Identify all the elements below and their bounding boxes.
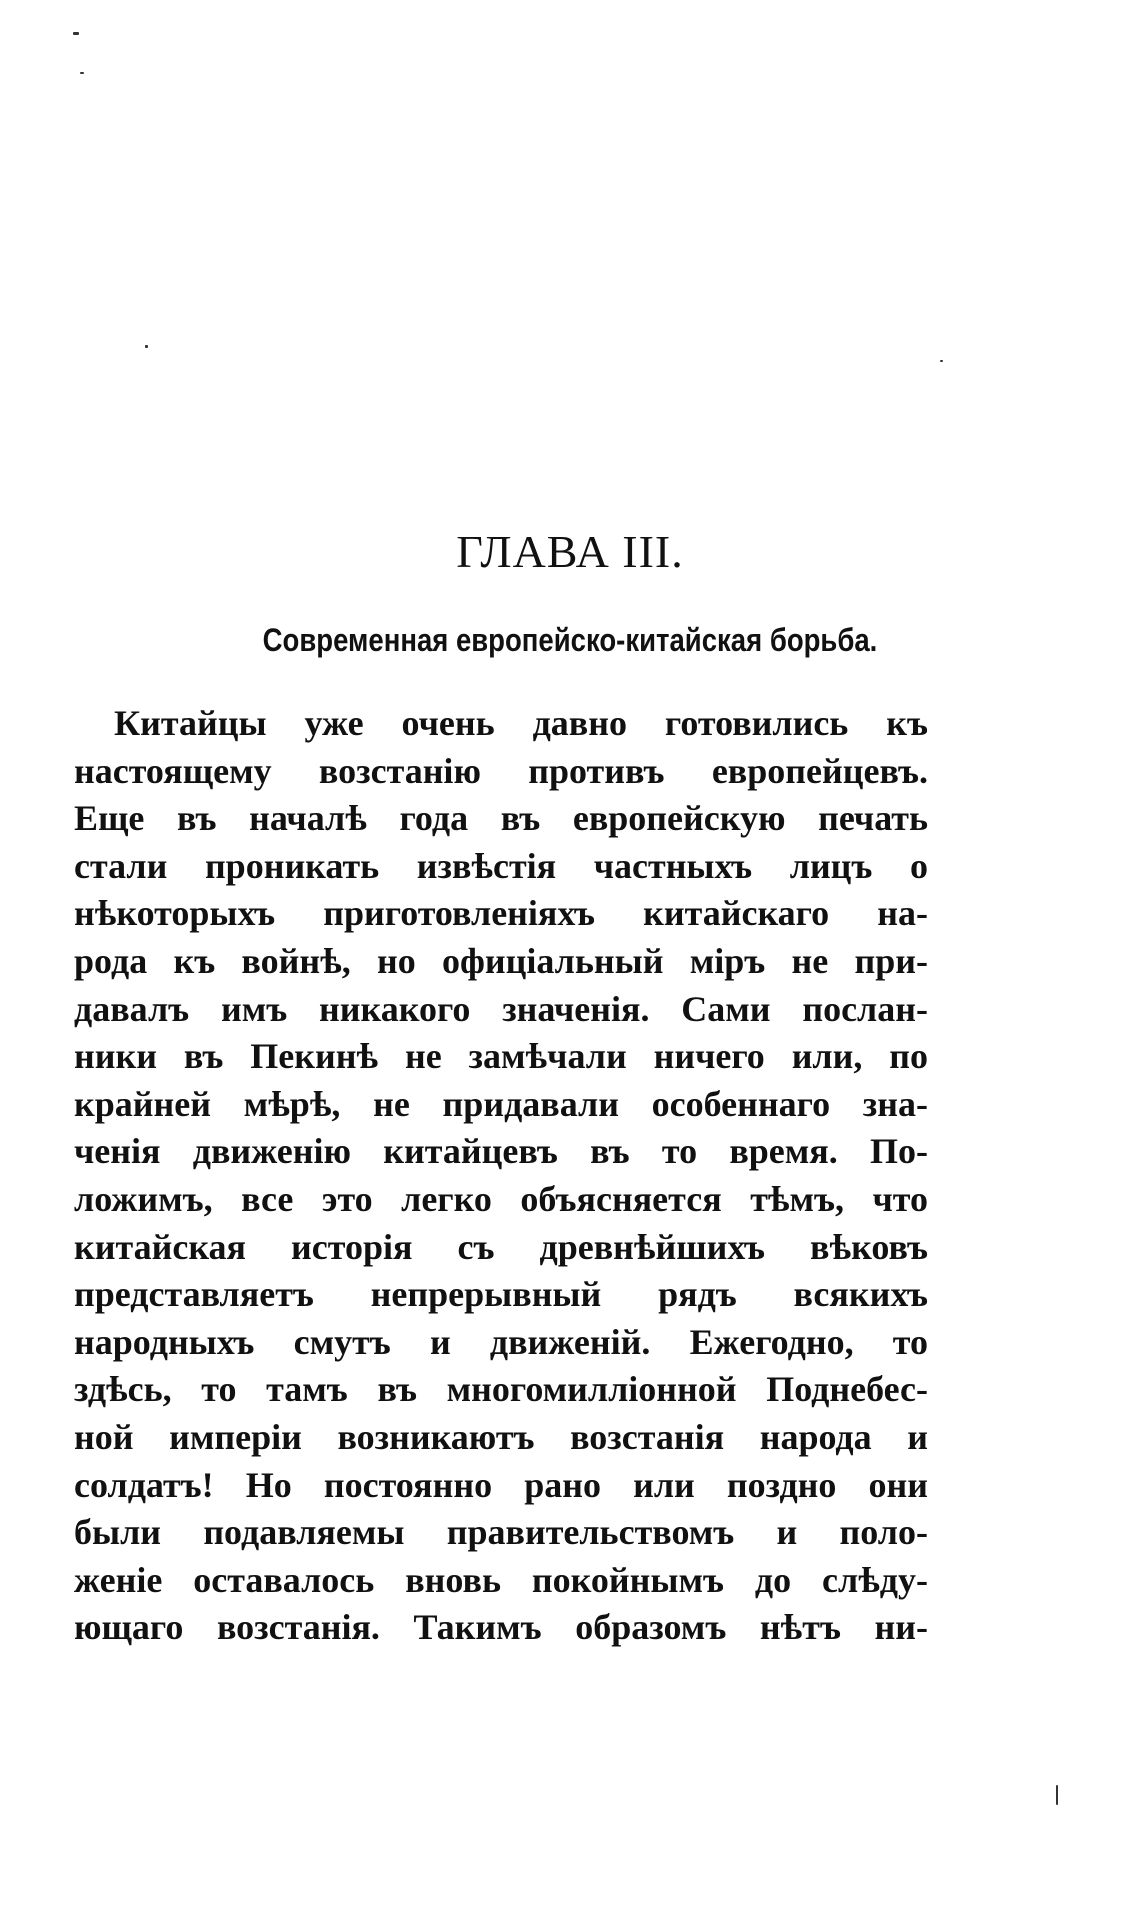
text-line: китайская исторія съ древнѣйшихъ вѣковъ [74,1226,928,1267]
text-line: давалъ имъ никакого значенія. Сами послан- [74,988,928,1029]
text-line: ники въ Пекинѣ не замѣчали ничего или, по [74,1036,928,1077]
text-line: ложимъ, все это легко объясняется тѣмъ, что [74,1178,928,1219]
text-line: были подавляемы правительствомъ и поло- [74,1512,928,1553]
chapter-title: ГЛАВА III. [456,526,684,577]
text-line: здѣсь, то тамъ въ многомилліонной Поднебес- [74,1369,928,1410]
text-line: женіе оставалось вновь покойнымъ до слѣду- [74,1559,928,1600]
body-text [74,700,928,1652]
text-line: народныхъ смутъ и движеній. Ежегодно, то [74,1321,928,1362]
scan-speck [1056,1785,1058,1805]
text-line: рода къ войнѣ, но офиціальный міръ не при- [74,940,928,981]
text-line: ченія движенію китайцевъ въ то время. По- [74,1131,928,1172]
text-line: настоящему возстанію противъ европейцевъ. [74,750,928,791]
text-line: крайней мѣрѣ, не придавали особеннаго зна- [74,1083,928,1124]
text-line: ной имперіи возникаютъ возстанія народа и [74,1416,928,1457]
scan-speck [73,32,79,35]
text-line: представляетъ непрерывный рядъ всякихъ [74,1274,928,1315]
text-line: нѣкоторыхъ приготовленіяхъ китайскаго на- [74,893,928,934]
text-line: солдатъ! Но постоянно рано или поздно они [74,1464,928,1505]
scan-speck [145,345,148,348]
text-line: стали проникать извѣстія частныхъ лицъ о [74,845,928,886]
scan-speck [80,72,84,74]
scan-speck [940,360,943,362]
text-line: Еще въ началѣ года въ европейскую печать [74,798,928,839]
text-line: Китайцы уже очень давно готовились къ [114,703,928,743]
chapter-subtitle: Современная европейско-китайская борьба. [262,622,878,658]
text-line: ющаго возстанія. Такимъ образомъ нѣтъ ни- [74,1607,928,1648]
